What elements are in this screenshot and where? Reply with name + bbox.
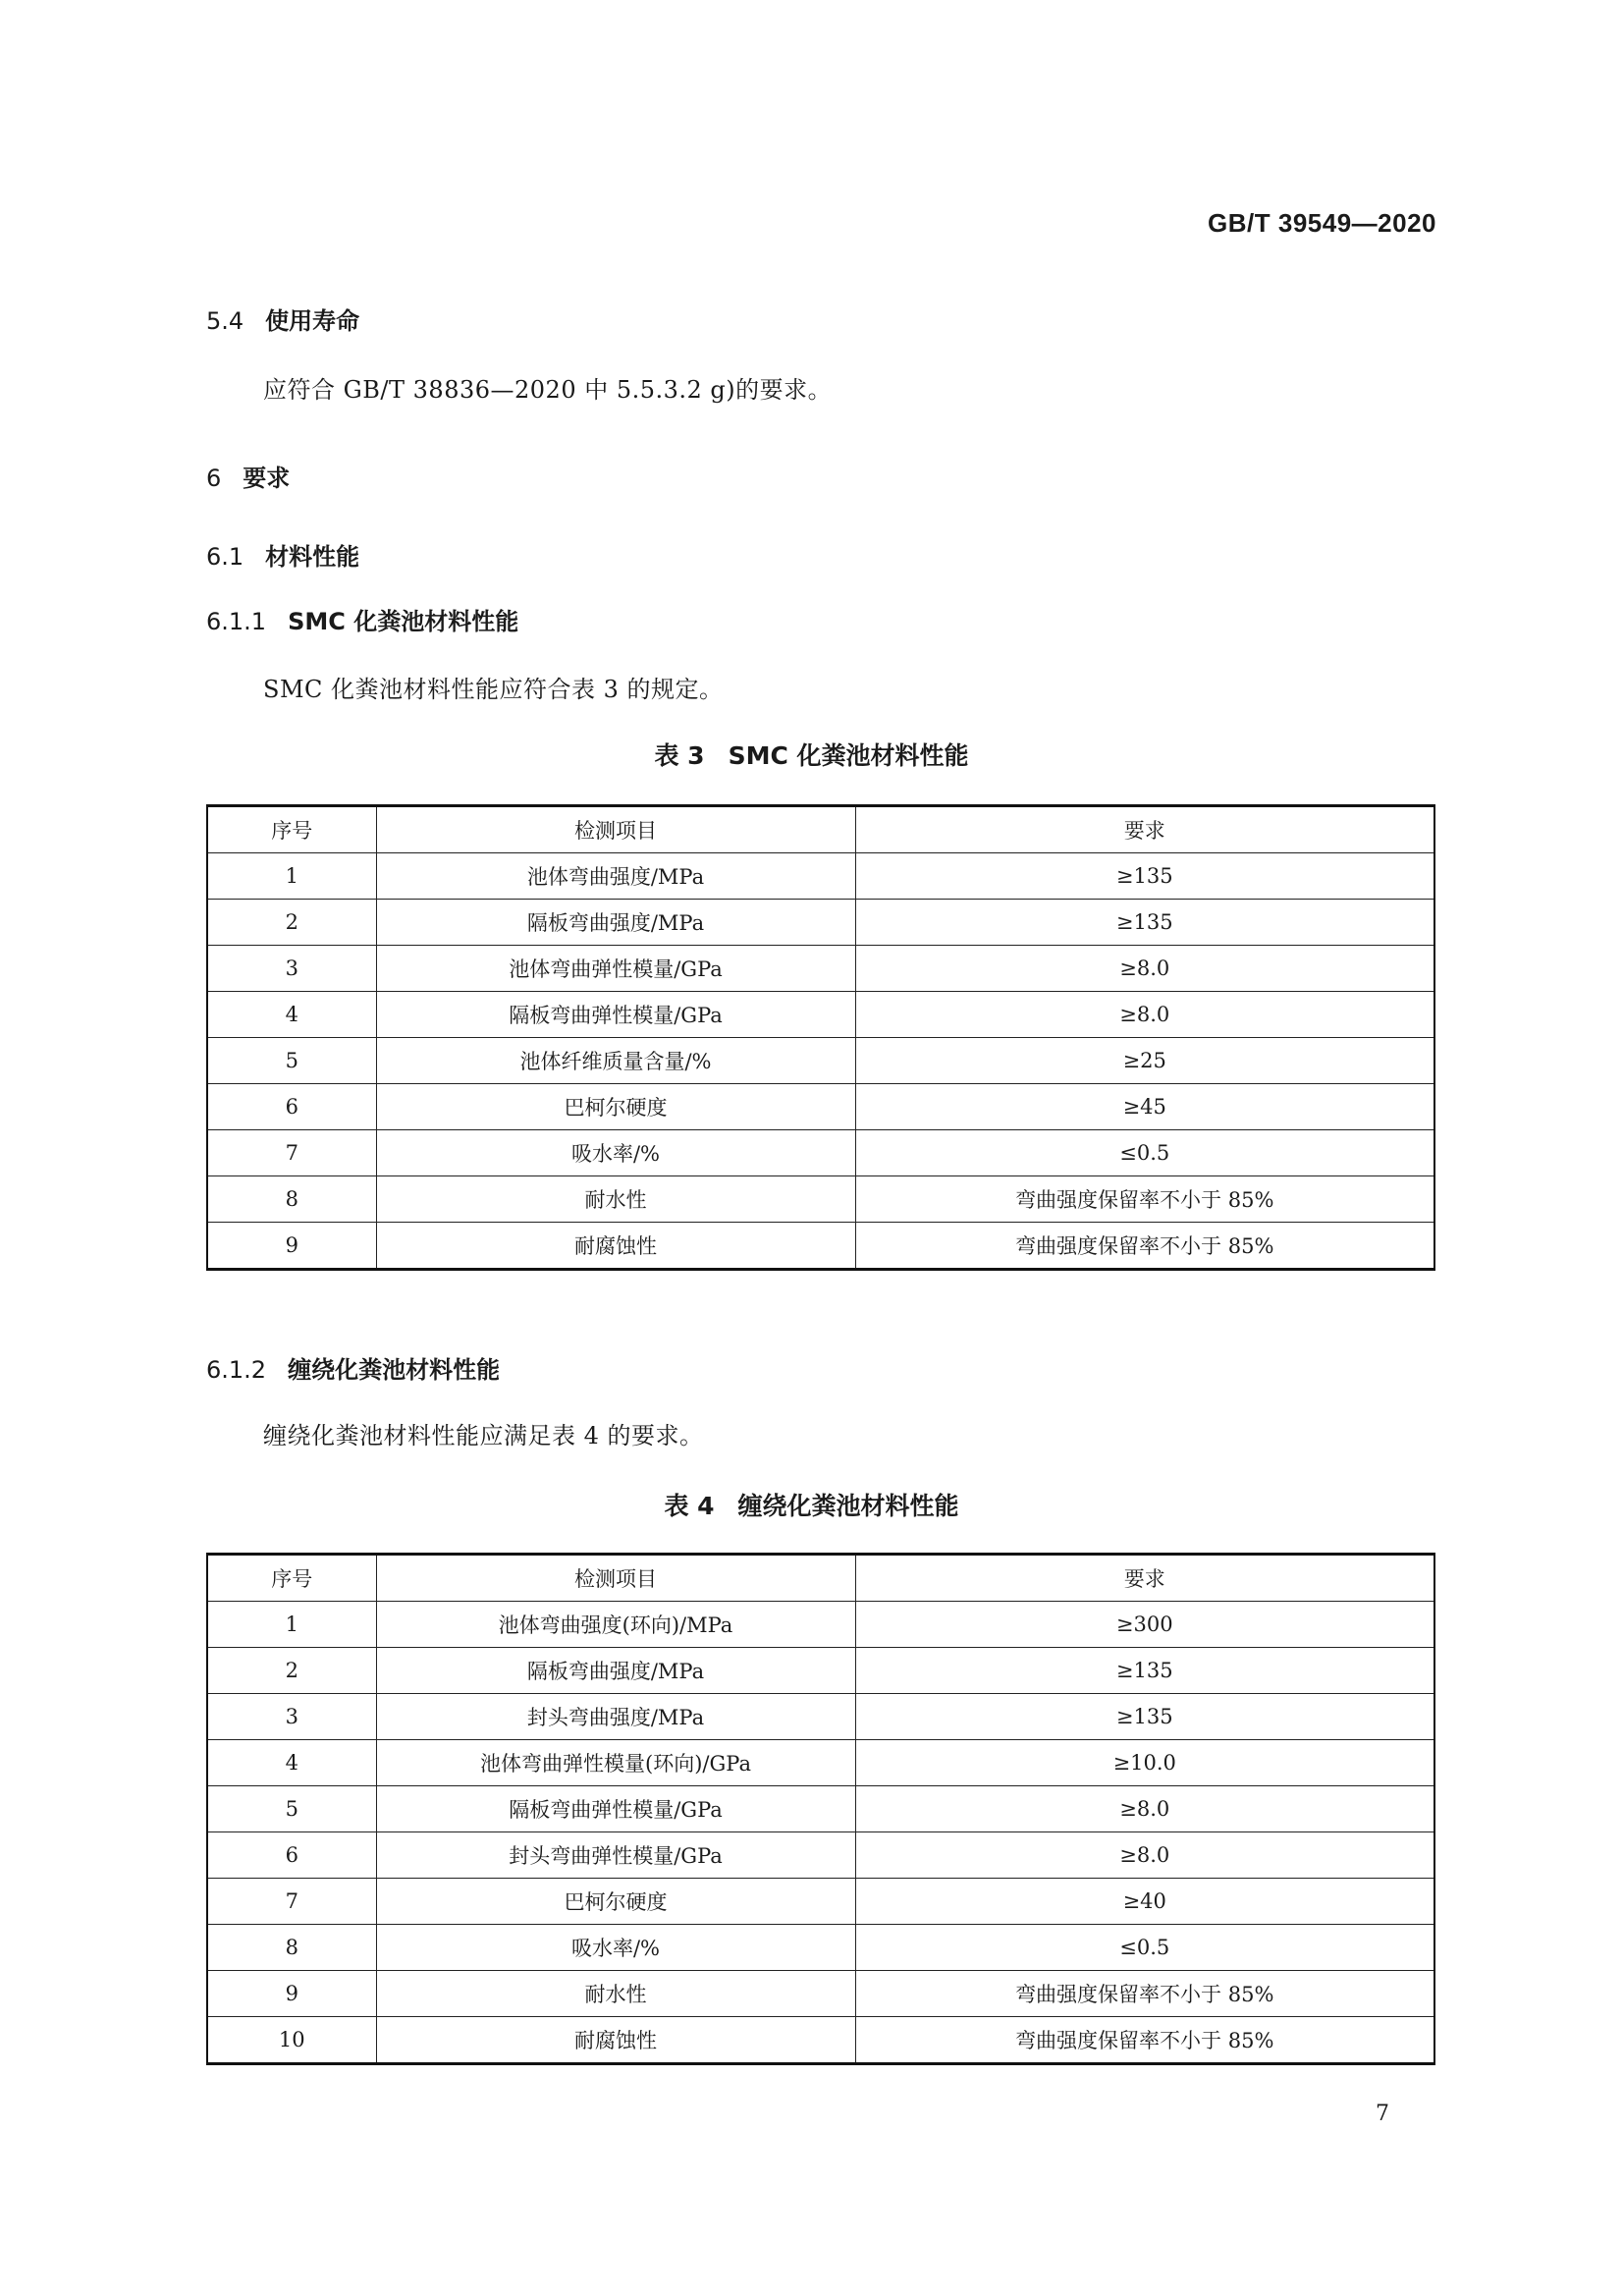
cell-index: 5 [207, 1786, 376, 1832]
cell-item: 封头弯曲强度/MPa [376, 1694, 855, 1740]
cell-item: 耐腐蚀性 [376, 1223, 855, 1270]
table-row [207, 1971, 1434, 2017]
table-row [207, 1740, 1434, 1786]
cell-index: 8 [207, 1176, 376, 1223]
cell-item: 隔板弯曲弹性模量/GPa [376, 992, 855, 1038]
cell-index: 7 [207, 1130, 376, 1176]
cell-item: 隔板弯曲弹性模量/GPa [376, 1786, 855, 1832]
table-row [207, 1648, 1434, 1694]
cell-item: 池体弯曲弹性模量/GPa [376, 946, 855, 992]
cell-index: 4 [207, 992, 376, 1038]
cell-index: 7 [207, 1879, 376, 1925]
cell-requirement: 弯曲强度保留率不小于 85% [855, 1971, 1434, 2017]
table-title: SMC 化粪池材料性能 [728, 741, 969, 770]
cell-item: 池体弯曲强度(环向)/MPa [376, 1602, 855, 1648]
table-row [207, 1879, 1434, 1925]
cell-index: 3 [207, 946, 376, 992]
cell-requirement: ≥25 [855, 1038, 1434, 1084]
cell-item: 隔板弯曲强度/MPa [376, 1648, 855, 1694]
table-row [207, 1832, 1434, 1879]
cell-index: 6 [207, 1084, 376, 1130]
cell-requirement: ≥300 [855, 1602, 1434, 1648]
table-row [207, 992, 1434, 1038]
cell-item: 池体弯曲强度/MPa [376, 853, 855, 900]
section-title: 要求 [243, 465, 291, 492]
cell-item: 巴柯尔硬度 [376, 1879, 855, 1925]
cell-item: 耐腐蚀性 [376, 2017, 855, 2064]
cell-item: 耐水性 [376, 1176, 855, 1223]
table-row [207, 1223, 1434, 1270]
section-6-1-heading [206, 537, 359, 572]
section-title: 材料性能 [265, 543, 360, 571]
section-title: SMC 化粪池材料性能 [288, 608, 519, 635]
table-row [207, 900, 1434, 946]
cell-index: 9 [207, 1971, 376, 2017]
section-6-1-2-heading [206, 1350, 500, 1385]
cell-requirement: 弯曲强度保留率不小于 85% [855, 1223, 1434, 1270]
cell-index: 1 [207, 1602, 376, 1648]
cell-item: 池体弯曲弹性模量(环向)/GPa [376, 1740, 855, 1786]
cell-index: 10 [207, 2017, 376, 2064]
header-cell-item: 检测项目 [376, 806, 855, 853]
table-row [207, 1084, 1434, 1130]
cell-index: 1 [207, 853, 376, 900]
cell-index: 5 [207, 1038, 376, 1084]
table-row [207, 1038, 1434, 1084]
cell-index: 2 [207, 900, 376, 946]
table-header-row [207, 806, 1434, 853]
cell-requirement: 弯曲强度保留率不小于 85% [855, 2017, 1434, 2064]
table-row [207, 1694, 1434, 1740]
table-label: 表 3 [654, 741, 705, 770]
header-cell-index: 序号 [207, 806, 376, 853]
table-3 [206, 804, 1435, 1271]
cell-requirement: ≥135 [855, 1694, 1434, 1740]
page-number: 7 [1376, 2102, 1389, 2126]
table-row [207, 1786, 1434, 1832]
standard-code: GB/T 39549—2020 [1208, 208, 1436, 238]
section-number: 6.1.2 [206, 1356, 267, 1384]
cell-index: 6 [207, 1832, 376, 1879]
cell-requirement: ≥8.0 [855, 1786, 1434, 1832]
table-row [207, 1602, 1434, 1648]
table-row [207, 2017, 1434, 2064]
table-row [207, 853, 1434, 900]
cell-requirement: ≥8.0 [855, 992, 1434, 1038]
section-number: 5.4 [206, 307, 244, 335]
cell-requirement: ≥40 [855, 1879, 1434, 1925]
table-row [207, 1176, 1434, 1223]
table-4 [206, 1553, 1435, 2065]
section-5-4-paragraph: 应符合 GB/T 38836—2020 中 5.5.3.2 g)的要求。 [263, 376, 833, 404]
section-title: 缠绕化粪池材料性能 [288, 1356, 501, 1384]
table-header-row [207, 1555, 1434, 1602]
cell-item: 池体纤维质量含量/% [376, 1038, 855, 1084]
cell-item: 吸水率/% [376, 1130, 855, 1176]
section-6-1-1-heading [206, 602, 518, 636]
cell-requirement: ≥135 [855, 1648, 1434, 1694]
cell-requirement: ≥135 [855, 900, 1434, 946]
section-number: 6.1 [206, 543, 244, 571]
cell-item: 隔板弯曲强度/MPa [376, 900, 855, 946]
table-row [207, 1925, 1434, 1971]
header-cell-index: 序号 [207, 1555, 376, 1602]
cell-index: 9 [207, 1223, 376, 1270]
cell-index: 4 [207, 1740, 376, 1786]
cell-index: 8 [207, 1925, 376, 1971]
cell-requirement: ≥8.0 [855, 1832, 1434, 1879]
section-6-heading [206, 459, 290, 493]
cell-requirement: ≤0.5 [855, 1130, 1434, 1176]
section-title: 使用寿命 [265, 307, 360, 335]
cell-requirement: ≥135 [855, 853, 1434, 900]
section-5-4-heading [206, 301, 359, 336]
cell-item: 封头弯曲弹性模量/GPa [376, 1832, 855, 1879]
table-row [207, 1130, 1434, 1176]
table-title: 缠绕化粪池材料性能 [737, 1492, 959, 1520]
cell-index: 2 [207, 1648, 376, 1694]
table-row [207, 946, 1434, 992]
cell-item: 耐水性 [376, 1971, 855, 2017]
cell-requirement: 弯曲强度保留率不小于 85% [855, 1176, 1434, 1223]
table-3-caption [0, 737, 1623, 772]
cell-item: 巴柯尔硬度 [376, 1084, 855, 1130]
header-cell-requirement: 要求 [855, 1555, 1434, 1602]
section-number: 6.1.1 [206, 608, 267, 635]
section-6-1-1-paragraph: SMC 化粪池材料性能应符合表 3 的规定。 [263, 676, 724, 703]
table-4-caption [0, 1487, 1623, 1522]
cell-requirement: ≥8.0 [855, 946, 1434, 992]
cell-requirement: ≥10.0 [855, 1740, 1434, 1786]
header-cell-item: 检测项目 [376, 1555, 855, 1602]
cell-index: 3 [207, 1694, 376, 1740]
section-6-1-2-paragraph: 缠绕化粪池材料性能应满足表 4 的要求。 [263, 1422, 704, 1449]
cell-item: 吸水率/% [376, 1925, 855, 1971]
section-number: 6 [206, 465, 222, 492]
cell-requirement: ≤0.5 [855, 1925, 1434, 1971]
table-label: 表 4 [664, 1492, 715, 1520]
cell-requirement: ≥45 [855, 1084, 1434, 1130]
header-cell-requirement: 要求 [855, 806, 1434, 853]
